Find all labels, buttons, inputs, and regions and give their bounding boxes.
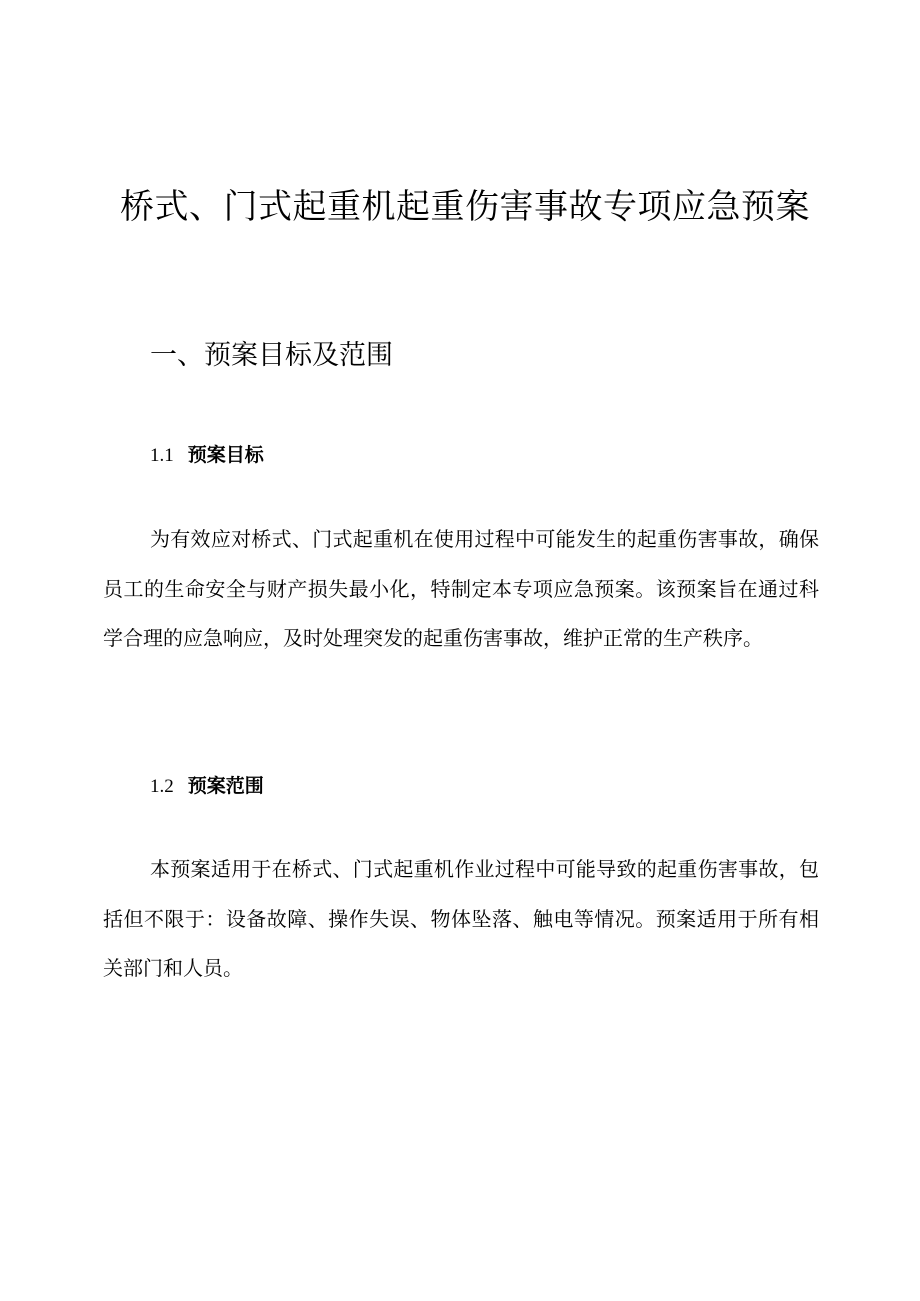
subsection-heading-1-2 bbox=[150, 771, 264, 802]
subsection-number: 1.1 bbox=[150, 445, 174, 466]
subsection-title: 预案目标 bbox=[187, 444, 264, 466]
document-title: 桥式、门式起重机起重伤害事故专项应急预案 bbox=[120, 187, 810, 227]
subsection-title: 预案范围 bbox=[187, 775, 264, 797]
body-paragraph-1-2: 本预案适用于在桥式、门式起重机作业过程中可能导致的起重伤害事故，包括但不限于：设备故障、操作失误、物体坠落、触电等情况。预案适用于所有相关部门和人员。 bbox=[103, 857, 819, 980]
subsection-number: 1.2 bbox=[150, 776, 174, 797]
body-paragraph-1-1: 为有效应对桥式、门式起重机在使用过程中可能发生的起重伤害事故，确保员工的生命安全与财产损失最小化，特制定本专项应急预案。该预案旨在通过科学合理的应急响应，及时处理突发的起重伤害事故，维护正常的生产秩序。 bbox=[103, 527, 819, 650]
subsection-heading-1-1 bbox=[150, 440, 264, 471]
section-heading-1: 一、预案目标及范围 bbox=[150, 340, 393, 371]
